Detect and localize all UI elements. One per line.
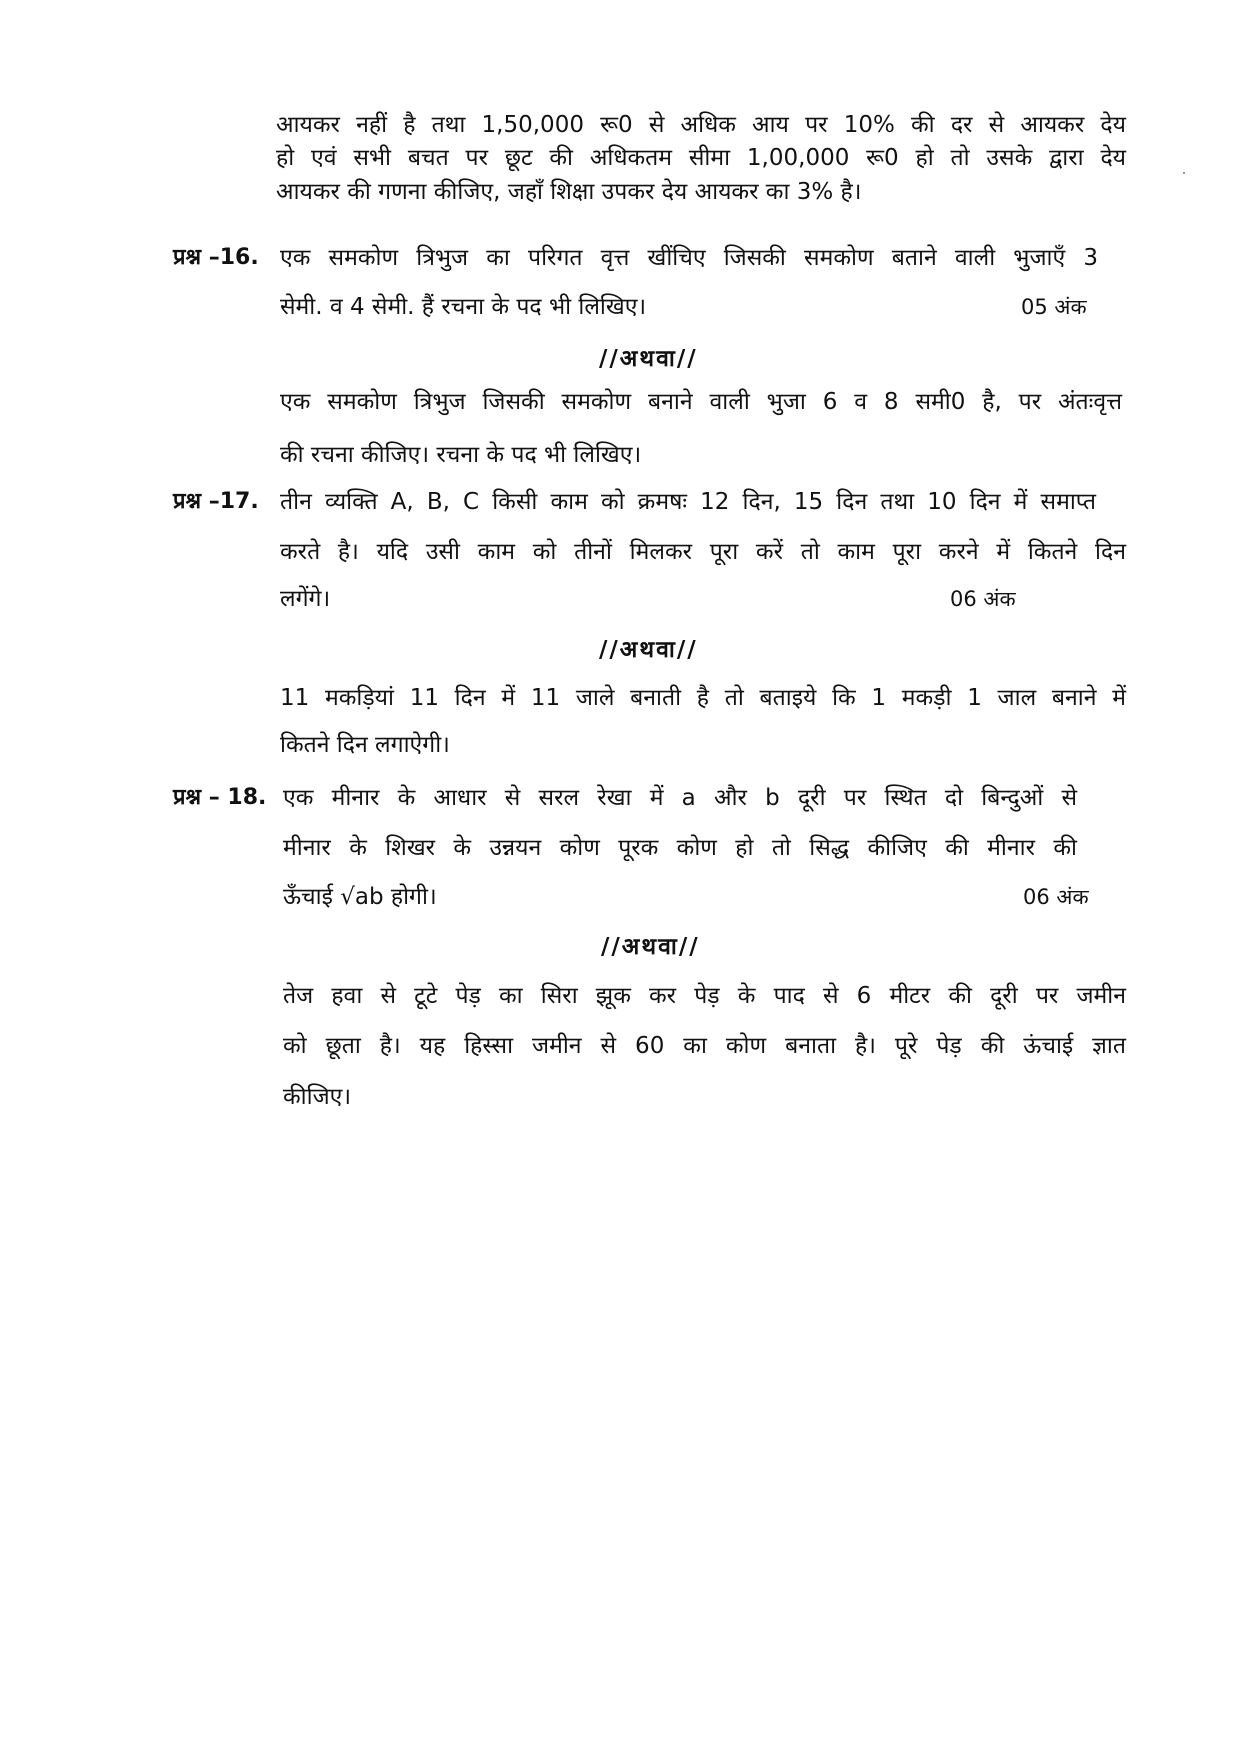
question-number: प्रश्न –17. [173,489,259,514]
question-text-line: लगेंगे। [280,586,331,612]
alternative-question-line: की रचना कीजिए। रचना के पद भी लिखिए। [280,442,642,468]
question-text-line: मीनार के शिखर के उन्नयन कोण पूरक कोण हो तो सिद्ध कीजिए की मीनार की [283,835,1077,861]
alternative-question-line: तेज हवा से टूटे पेड़ का सिरा झूक कर पेड़ के पाद से 6 मीटर की दूरी पर जमीन [283,983,1126,1009]
question-text-line: सेमी. व 4 सेमी. हैं रचना के पद भी लिखिए। [280,294,647,320]
question-text-line: ऊँचाई √ab होगी। [283,884,437,910]
q15-line-2: हो एवं सभी बचत पर छूट की अधिकतम सीमा 1,00,000 रू0 हो तो उसके द्वारा देय [276,145,1126,171]
alternative-question-line: को छूता है। यह हिस्सा जमीन से 60 का कोण बनाता है। पूरे पेड़ की ऊंचाई ज्ञात [283,1033,1126,1059]
or-divider: //अथवा// [599,346,698,372]
q15-line-1: आयकर नहीं है तथा 1,50,000 रू0 से अधिक आय पर 10% की दर से आयकर देय [276,112,1126,138]
alternative-question-line: 11 मकड़ियां 11 दिन में 11 जाले बनाती है तो बताइये कि 1 मकड़ी 1 जाल बनाने में [280,685,1126,711]
marks-label: 06 अंक [950,587,1016,611]
alternative-question-line: कितने दिन लगाऐगी। [280,732,450,758]
question-text-line: तीन व्यक्ति A, B, C किसी काम को क्रमषः 12 दिन, 15 दिन तथा 10 दिन में समाप्त [280,489,1096,515]
or-divider: //अथवा// [601,934,700,960]
scan-speck [1183,172,1185,174]
alternative-question-line: एक समकोण त्रिभुज जिसकी समकोण बनाने वाली भुजा 6 व 8 समी0 है, पर अंतःवृत्त [280,389,1122,415]
question-text-line: एक समकोण त्रिभुज का परिगत वृत्त खींचिए जिसकी समकोण बताने वाली भुजाएँ 3 [280,245,1098,271]
question-text-line: एक मीनार के आधार से सरल रेखा में a और b दूरी पर स्थित दो बिन्दुओं से [283,785,1077,811]
or-divider: //अथवा// [599,637,698,663]
question-text-line: करते है। यदि उसी काम को तीनों मिलकर पूरा करें तो काम पूरा करने में कितने दिन [280,539,1126,565]
question-number: प्रश्न –16. [173,245,259,270]
question-number: प्रश्न – 18. [173,785,267,810]
alternative-question-line: कीजिए। [283,1084,352,1110]
q15-line-3: आयकर की गणना कीजिए, जहाँ शिक्षा उपकर देय आयकर का 3% है। [276,179,862,205]
marks-label: 06 अंक [1023,885,1089,909]
marks-label: 05 अंक [1021,295,1087,319]
